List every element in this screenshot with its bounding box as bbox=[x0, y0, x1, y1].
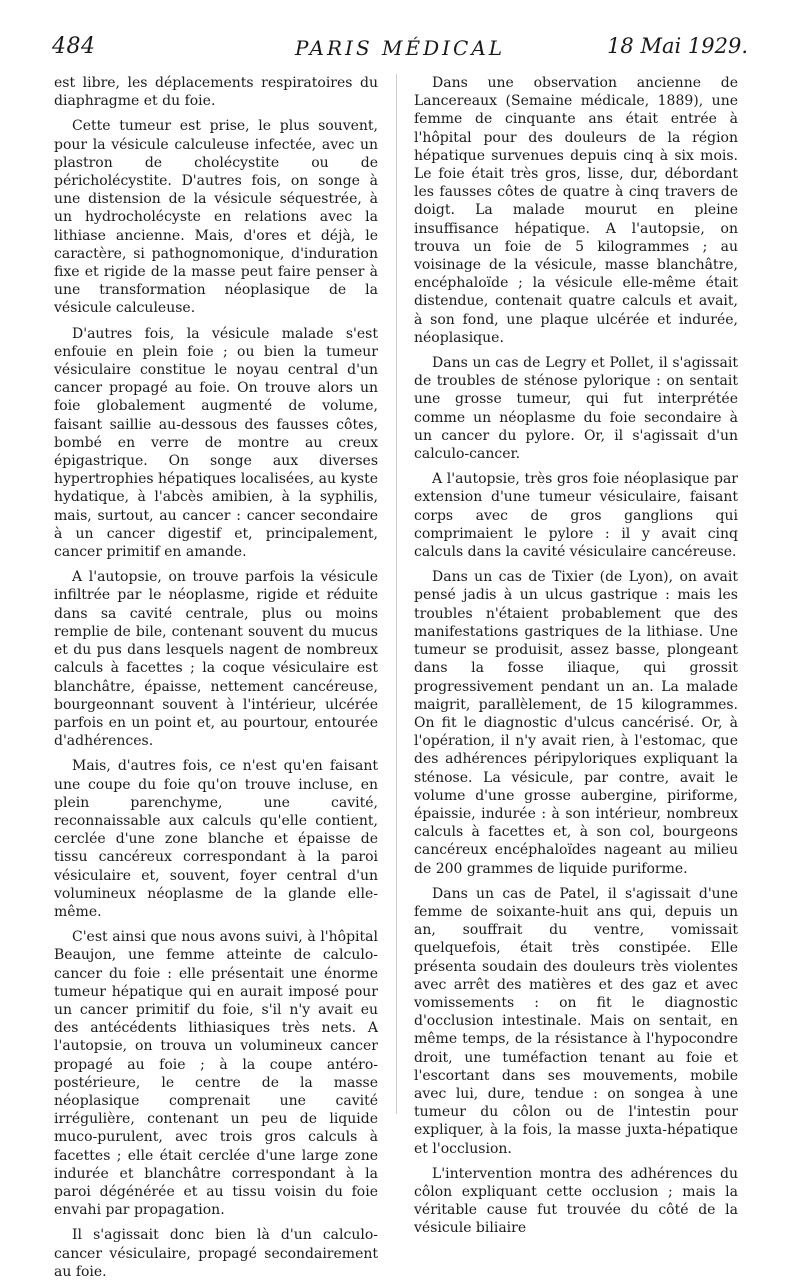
paragraph: Dans un cas de Legry et Pollet, il s'agissait de troubles de sténose pylorique : on sentait une grosse tumeur, qui fut interprétée comme un néoplasme du foie secondaire à un cancer du pylore. Or, il s'agissait d'un calculo-cancer. bbox=[414, 355, 738, 463]
column-divider bbox=[396, 74, 397, 1114]
paragraph: D'autres fois, la vésicule malade s'est enfouie en plein foie ; ou bien la tumeur vésiculaire constitue le noyau central d'un cancer propagé au foie. On trouve alors un foie globalement augmenté de volume, faisant saillie au-dessous des fausses côtes, bombé en verre de montre au creux épigastrique. On songe aux diverses hypertrophies hépatiques localisées, au kyste hydatique, à l'abcès amibien, à la syphilis, mais, surtout, au cancer : cancer secondaire à un cancer digestif et, principalement, cancer primitif en amande. bbox=[54, 325, 378, 561]
paragraph: Mais, d'autres fois, ce n'est qu'en faisant une coupe du foie qu'on trouve incluse, en plein parenchyme, une cavité, reconnaissable aux calculs qu'elle contient, cerclée d'une zone blanche et épaisse de tissu cancéreux correspondant à la paroi vésiculaire et, souvent, foyer central d'un volumineux néoplasme de la glande elle-même. bbox=[54, 758, 378, 920]
paragraph: Dans un cas de Patel, il s'agissait d'une femme de soixante-huit ans qui, depuis un an, souffrait du ventre, vomissait quelquefois, était très constipée. Elle présenta soudain des douleurs très violentes avec arrêt des matières et des gaz et avec vomissements : on fit le diagnostic d'occlusion intestinale. Mais on sentait, en même temps, de la résistance à l'hypocondre droit, une tuméfaction tenant au foie et l'escortant dans ses mouvements, mobile avec lui, dure, tendue : on songea à une tumeur du côlon ou de l'intestin pour expliquer, à la fois, la masse juxta-hépatique et l'occlusion. bbox=[414, 885, 738, 1157]
paragraph: A l'autopsie, on trouve parfois la vésicule infiltrée par le néoplasme, rigide et réduite dans sa cavité centrale, plus ou moins remplie de bile, contenant souvent du mucus et du pus dans lesquels nagent de nombreux calculs à facettes ; la coque vésiculaire est blanchâtre, épaisse, nettement cancéreuse, bourgeonnant souvent à l'intérieur, ulcérée parfois en un point et, au pourtour, entourée d'adhérences. bbox=[54, 569, 378, 750]
paragraph: est libre, les déplacements respiratoires du diaphragme et du foie. bbox=[54, 75, 378, 110]
paragraph: Il s'agissait donc bien là d'un calculo-cancer vésiculaire, propagé secondairement au foie. bbox=[54, 1227, 378, 1280]
issue-date: 18 Mai 1929. bbox=[607, 34, 748, 58]
paragraph: A l'autopsie, très gros foie néoplasique par extension d'une tumeur vésiculaire, faisant corps avec de gros ganglions qui comprimaient le pylore : il y avait cinq calculs dans la cavité vésiculaire cancéreuse. bbox=[414, 471, 738, 561]
left-column bbox=[54, 74, 378, 1288]
page-number: 484 bbox=[52, 34, 96, 59]
paragraph: Cette tumeur est prise, le plus souvent, pour la vésicule calculeuse infectée, avec un plastron de cholécystite ou de péricholécystite. D'autres fois, on songe à une distension de la vésicule séquestrée, à un hydrocholécyste en relations avec la lithiase ancienne. Mais, d'ores et déjà, le caractère, si pathognomonique, d'induration fixe et rigide de la masse peut faire penser à une transformation néoplasique de la vésicule calculeuse. bbox=[54, 118, 378, 317]
journal-title: PARIS MÉDICAL bbox=[294, 36, 506, 60]
paragraph: Dans un cas de Tixier (de Lyon), on avait pensé jadis à un ulcus gastrique : mais les troubles n'étaient probablement que des manifestations gastriques de la lithiase. Une tumeur se produisit, assez basse, plongeant dans la fosse iliaque, qui grossit progressivement pendant un an. La malade maigrit, parallèlement, de 15 kilogrammes. On fit le diagnostic d'ulcus cancérisé. Or, à l'opération, il n'y avait rien, à l'estomac, que des adhérences péripyloriques expliquant la sténose. La vésicule, par contre, avait le volume d'une grosse aubergine, piriforme, épaissie, indurée : à son intérieur, nombreux calculs à facettes et, à son col, bourgeons cancéreux encéphaloïdes nageant au milieu de 200 grammes de liquide puriforme. bbox=[414, 569, 738, 877]
paragraph: C'est ainsi que nous avons suivi, à l'hôpital Beaujon, une femme atteinte de calculo-cancer du foie : elle présentait une énorme tumeur hépatique qui en aurait imposé pour un cancer primitif du foie, s'il n'y avait eu des antécédents lithiasiques très nets. A l'autopsie, on trouva un volumineux cancer propagé au foie ; à la coupe antéro-postérieure, le centre de la masse néoplasique comprenait une cavité irrégulière, contenant un peu de liquide muco-purulent, avec trois gros calculs à facettes ; elle était cerclée d'une large zone indurée et blanchâtre correspondant à la paroi dégénérée et au tissu voisin du foie envahi par propagation. bbox=[54, 929, 378, 1219]
paragraph: L'intervention montra des adhérences du côlon expliquant cette occlusion ; mais la véritable cause fut trouvée du côté de la vésicule biliaire bbox=[414, 1165, 738, 1237]
page-header bbox=[52, 34, 748, 64]
paragraph: Dans une observation ancienne de Lancereaux (Semaine médicale, 1889), une femme de cinquante ans était entrée à l'hôpital pour des douleurs de la région hépatique survenues depuis cinq à six mois. Le foie était très gros, lisse, dur, débordant les fausses côtes de quatre à cinq travers de doigt. La malade mourut en pleine insuffisance hépatique. A l'autopsie, on trouva un foie de 5 kilogrammes ; au voisinage de la vésicule, masse blanchâtre, encéphaloïde ; la vésicule elle-même était distendue, contenait quatre calculs et avait, à son fond, une plaque ulcérée et indurée, néoplasique. bbox=[414, 75, 738, 346]
right-column bbox=[414, 74, 738, 1245]
